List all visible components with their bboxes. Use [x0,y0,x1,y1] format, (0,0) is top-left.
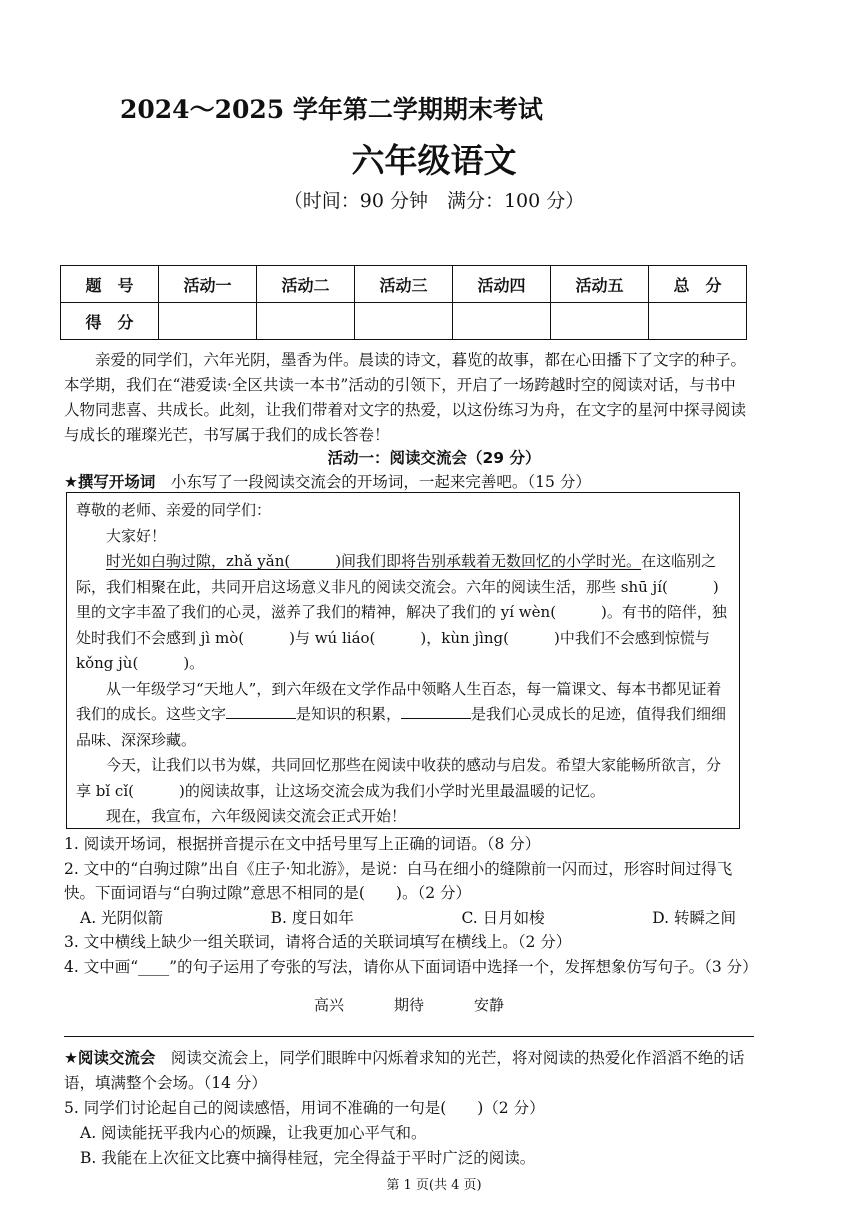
header-cell: 活动五 [551,266,649,303]
speech-box [66,492,740,829]
header-cell: 题 号 [61,266,159,303]
speech-hello: 大家好！ [106,526,167,545]
header-cell: 活动三 [355,266,453,303]
q5-option-b[interactable]: B. 我能在上次征文比赛中摘得桂冠，完全得益于平时广泛的阅读。 [80,1149,536,1167]
score-cell[interactable] [453,303,551,340]
time-info: （时间：90 分钟 满分：100 分） [283,190,585,212]
score-cell[interactable] [159,303,257,340]
question-1: 1. 阅读开场词，根据拼音提示在文中括号里写上正确的词语。（8 分） [64,835,541,853]
score-cell[interactable] [257,303,355,340]
activity1-title: 活动一：阅读交流会（29 分） [327,449,541,467]
task2-text: 阅读交流会上，同学们眼眸中闪烁着求知的光芒，将对阅读的热爱化作滔滔不绝的话语，填满整个会场。（14 分） [64,1049,745,1092]
task-text: 小东写了一段阅读交流会的开场词，一起来完善吧。（15 分） [170,473,591,491]
speech-text: 在这临别之际，我们相聚在此，共同开启这场意义非凡的阅读交流会。六年的阅读生活，那些 shū jí( )里的文字丰盈了我们的心灵，滋养了我们的精神，解决了我们的 yí wèn( )。有书的陪伴，独处时我们不会感到 jì mò( )与 wú liáo( )，kùn jìng( )中我们不会感到惊慌与 kǒng jù( )。 [76,552,727,672]
question-2-options [64,906,754,931]
word-option: 高兴 [313,996,344,1014]
q5-option-a[interactable]: A. 阅读能抚平我内心的烦躁，让我更加心平气和。 [80,1124,427,1142]
speech-paragraph-4: 现在，我宣布，六年级阅读交流会正式开始！ [106,807,407,825]
score-value-row [61,303,747,340]
question-4: 4. 文中画“____”的句子运用了夸张的写法，请你从下面词语中选择一个，发挥想象仿写句子。（3 分） [64,957,758,976]
task2-intro [64,1046,754,1096]
blank-line[interactable] [226,704,296,719]
questions-block [64,832,758,1018]
option[interactable]: A. 光阴似箭 [80,908,164,927]
speech-greeting: 尊敬的老师、亲爱的同学们： [76,501,272,519]
intro-paragraph: 亲爱的同学们，六年光阴，墨香为伴。晨读的诗文，暮览的故事，都在心田播下了文字的种子。本学期，我们在“港爱读·全区共读一本书”活动的引领下，开启了一场跨越时空的阅读对话，与书中人物同悲喜、共成长。此刻，让我们带着对文字的热爱，以这份练习为舟，在文字的星河中探寻阅读与成长的璀璨光芒，书写属于我们的成长答卷！ [64,351,747,444]
speech-paragraph-2 [76,677,731,754]
question-4-words [64,993,754,1018]
header-cell: 活动一 [159,266,257,303]
speech-text: 是知识的积累， [296,705,402,723]
score-header-row [61,266,747,303]
task-reading-exchange [64,1046,754,1171]
underlined-sentence: 时光如白驹过隙，zhǎ yǎn( )间我们即将告别承载着无数回忆的小学时光。 [106,552,642,570]
header-cell: 活动四 [453,266,551,303]
question-2: 2. 文中的“白驹过隙”出自《庄子·知北游》，是说：白马在细小的缝隙前一闪而过，形容时间过得飞快。下面词语与“白驹过隙”意思不相同的是( )。（2 分） [64,859,733,902]
question-3: 3. 文中横线上缺少一组关联词，请将合适的关联词填写在横线上。（2 分） [64,933,572,951]
task-label: ★撰写开场词 [64,473,156,491]
page-footer: 第 1 页(共 4 页) [386,1178,482,1193]
speech-text: 从一年级学习“天地人”，到六年级在文学作品中领略人生百态，每一篇课文、每本书都见证着我们的成长。这些文字 [76,679,722,723]
option[interactable]: D. 转瞬之间 [652,908,736,927]
word-option: 安静 [474,996,505,1014]
option[interactable]: C. 日月如梭 [461,908,545,927]
option[interactable]: B. 度日如年 [270,908,354,927]
subject-title: 六年级语文 [351,141,517,180]
exam-title: 2024～2025 学年第二学期期末考试 [120,95,543,124]
blank-line[interactable] [401,704,471,719]
score-cell[interactable] [355,303,453,340]
task2-label: ★阅读交流会 [64,1049,156,1067]
score-label-cell: 得 分 [61,303,159,340]
score-table [60,265,747,340]
question-5: 5. 同学们讨论起自己的阅读感悟，用词不准确的一句是( )（2 分） [64,1099,545,1117]
header-cell: 活动二 [257,266,355,303]
score-cell[interactable] [649,303,747,340]
speech-text: 是我们心灵成长的足迹，值得我们细细品味、深深珍藏。 [76,705,727,749]
header-cell: 总 分 [649,266,747,303]
answer-line[interactable] [64,1036,754,1037]
task-opening-speech [64,470,754,494]
score-cell[interactable] [551,303,649,340]
speech-paragraph-3: 今天，让我们以书为媒，共同回忆那些在阅读中收获的感动与启发。希望大家能畅所欲言，分享 bǐ cǐ( )的阅读故事，让这场交流会成为我们小学时光里最温暖的记忆。 [76,756,722,800]
speech-paragraph-1 [76,549,731,677]
word-option: 期待 [393,996,424,1014]
